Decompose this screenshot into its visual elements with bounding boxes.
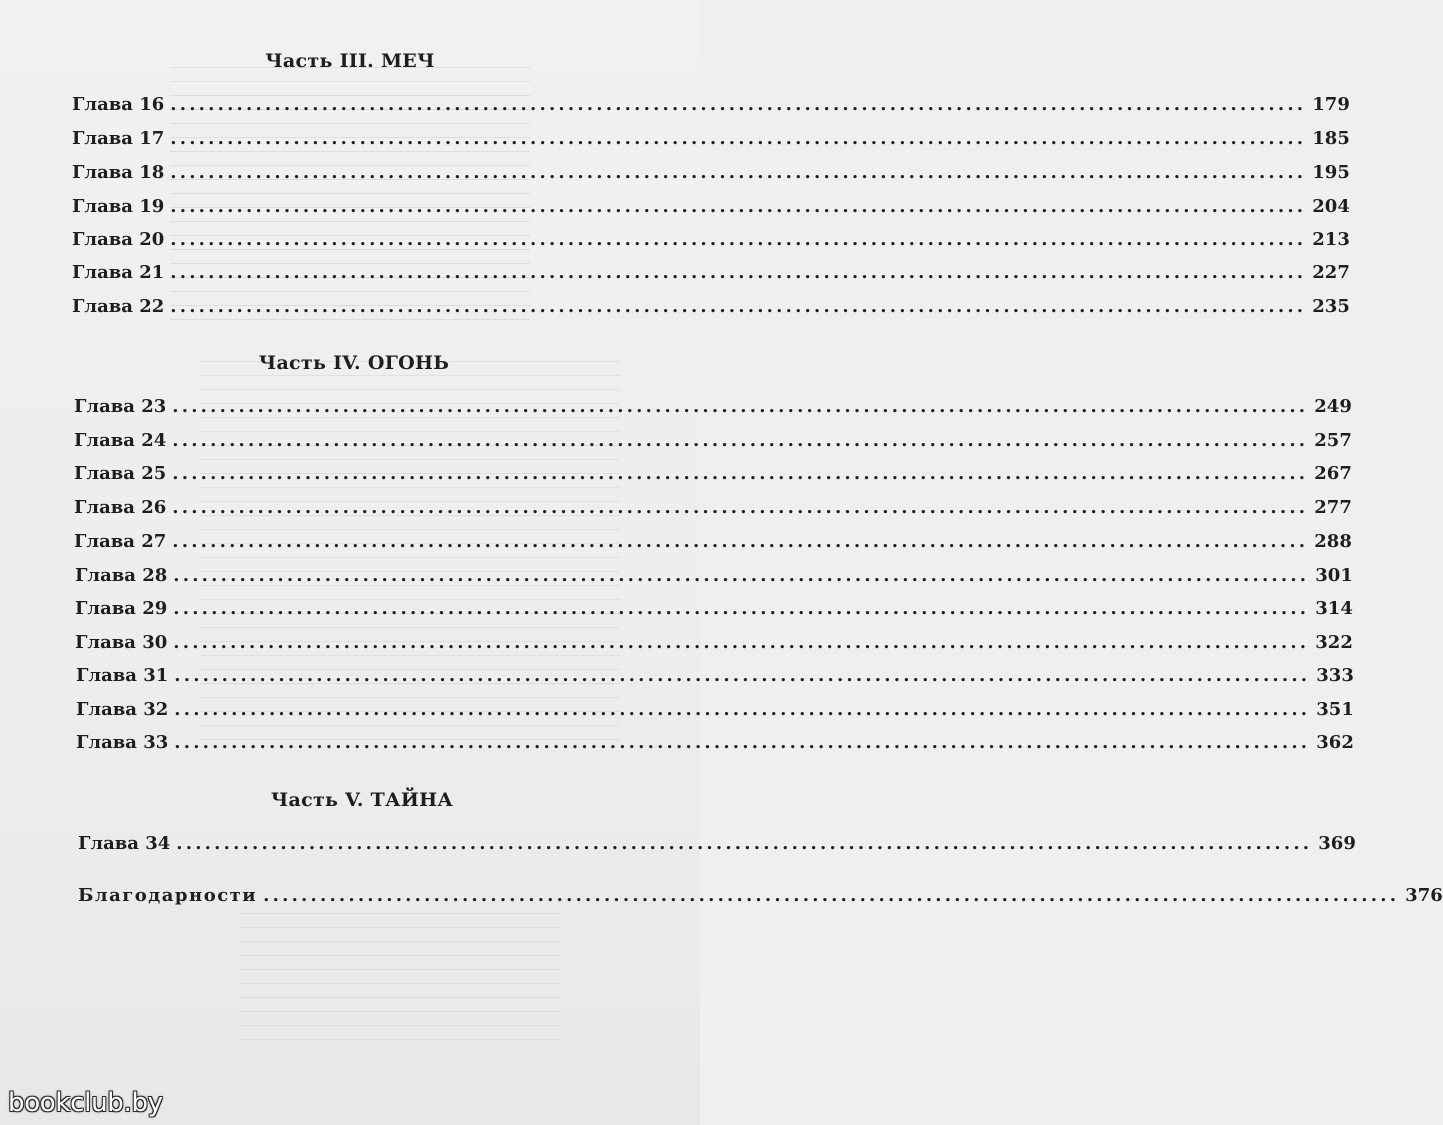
toc-entry	[76, 665, 1354, 687]
toc-dot-leader: ........................................................................................................................	[170, 128, 1307, 149]
toc-entry-page: 288	[1314, 531, 1352, 552]
toc-dot-leader: ........................................................................................................................	[170, 296, 1307, 317]
toc-entry-page: 333	[1316, 665, 1354, 686]
toc-dot-leader: ........................................................................................................................	[170, 94, 1307, 115]
toc-entry-label: Глава 26	[74, 497, 167, 518]
toc-entry-label: Глава 29	[75, 598, 168, 619]
toc-entry-page: 235	[1312, 296, 1350, 317]
toc-dot-leader: ........................................................................................................................	[172, 463, 1309, 484]
site-watermark: bookclub.by	[8, 1088, 163, 1118]
toc-entry	[72, 262, 1350, 284]
section-title-part-4: Часть IV. ОГОНЬ	[258, 352, 450, 374]
toc-entry	[76, 732, 1354, 754]
bleed-through-texture	[240, 900, 560, 1040]
toc-dot-leader: ........................................................................................................................	[172, 396, 1309, 417]
toc-dot-leader: ........................................................................................................................	[174, 732, 1311, 753]
toc-entry	[74, 430, 1352, 452]
toc-entry	[78, 833, 1356, 855]
toc-entry	[75, 632, 1353, 654]
toc-dot-leader: ........................................................................................................................	[172, 497, 1309, 518]
toc-entry-label: Глава 20	[72, 229, 165, 250]
toc-entry-page: 351	[1316, 699, 1354, 720]
toc-entry-page: 277	[1314, 497, 1352, 518]
section-title-part-5: Часть V. ТАЙНА	[270, 789, 454, 811]
toc-entry	[72, 229, 1350, 251]
toc-entry-label: Глава 33	[76, 732, 169, 753]
toc-entry-page: 179	[1312, 94, 1350, 115]
toc-entry-label: Глава 16	[72, 94, 165, 115]
toc-dot-leader: ........................................................................................................................	[170, 162, 1307, 183]
toc-entry-page: 257	[1314, 430, 1352, 451]
toc-entry-page: 185	[1312, 128, 1350, 149]
toc-entry-label: Глава 22	[72, 296, 165, 317]
toc-entry-page: 362	[1316, 732, 1354, 753]
toc-entry-label: Глава 17	[72, 128, 165, 149]
toc-entry-page: 369	[1318, 833, 1356, 854]
toc-entry	[74, 463, 1352, 485]
toc-entry-page: 195	[1312, 162, 1350, 183]
toc-entry	[74, 396, 1352, 418]
toc-entry-label: Глава 34	[78, 833, 171, 854]
toc-dot-leader: ........................................................................................................................	[173, 565, 1310, 586]
toc-dot-leader: ........................................................................................................................	[172, 430, 1309, 451]
toc-dot-leader: ........................................................................................................................	[174, 665, 1311, 686]
toc-entry-label: Глава 27	[74, 531, 167, 552]
toc-dot-leader: ........................................................................................................................	[170, 229, 1307, 250]
toc-entry-page: 376	[1405, 885, 1443, 906]
toc-entry-label: Благодарности	[78, 885, 258, 906]
toc-dot-leader: ........................................................................................................................	[174, 699, 1311, 720]
toc-entry-page: 267	[1314, 463, 1352, 484]
toc-entry-label: Глава 31	[76, 665, 169, 686]
toc-entry	[74, 497, 1352, 519]
toc-entry-label: Глава 24	[74, 430, 167, 451]
toc-entry-label: Глава 21	[72, 262, 165, 283]
toc-entry-page: 249	[1314, 396, 1352, 417]
toc-entry	[72, 128, 1350, 150]
toc-entry-page: 213	[1312, 229, 1350, 250]
toc-dot-leader: ........................................................................................................................	[263, 885, 1400, 906]
toc-entry	[72, 162, 1350, 184]
toc-entry	[72, 196, 1350, 218]
toc-entry	[75, 565, 1353, 587]
toc-entry	[76, 699, 1354, 721]
toc-entry-page: 322	[1315, 632, 1353, 653]
toc-entry-label: Глава 18	[72, 162, 165, 183]
toc-entry-label: Глава 28	[75, 565, 168, 586]
section-title-part-3: Часть III. МЕЧ	[265, 50, 435, 72]
toc-entry-label: Глава 19	[72, 196, 165, 217]
toc-dot-leader: ........................................................................................................................	[173, 632, 1310, 653]
toc-dot-leader: ........................................................................................................................	[173, 598, 1310, 619]
toc-entry-label: Глава 25	[74, 463, 167, 484]
toc-entry-page: 204	[1312, 196, 1350, 217]
toc-dot-leader: ........................................................................................................................	[176, 833, 1313, 854]
toc-entry-label: Глава 30	[75, 632, 168, 653]
toc-entry-page: 227	[1312, 262, 1350, 283]
toc-entry	[72, 296, 1350, 318]
toc-entry	[72, 94, 1350, 116]
toc-dot-leader: ........................................................................................................................	[172, 531, 1309, 552]
toc-entry-label: Глава 23	[74, 396, 167, 417]
toc-dot-leader: ........................................................................................................................	[170, 262, 1307, 283]
toc-entry-acknowledgements	[78, 885, 1443, 907]
toc-entry-label: Глава 32	[76, 699, 169, 720]
toc-entry-page: 301	[1315, 565, 1353, 586]
toc-entry	[75, 598, 1353, 620]
toc-dot-leader: ........................................................................................................................	[170, 196, 1307, 217]
toc-entry	[74, 531, 1352, 553]
toc-entry-page: 314	[1315, 598, 1353, 619]
